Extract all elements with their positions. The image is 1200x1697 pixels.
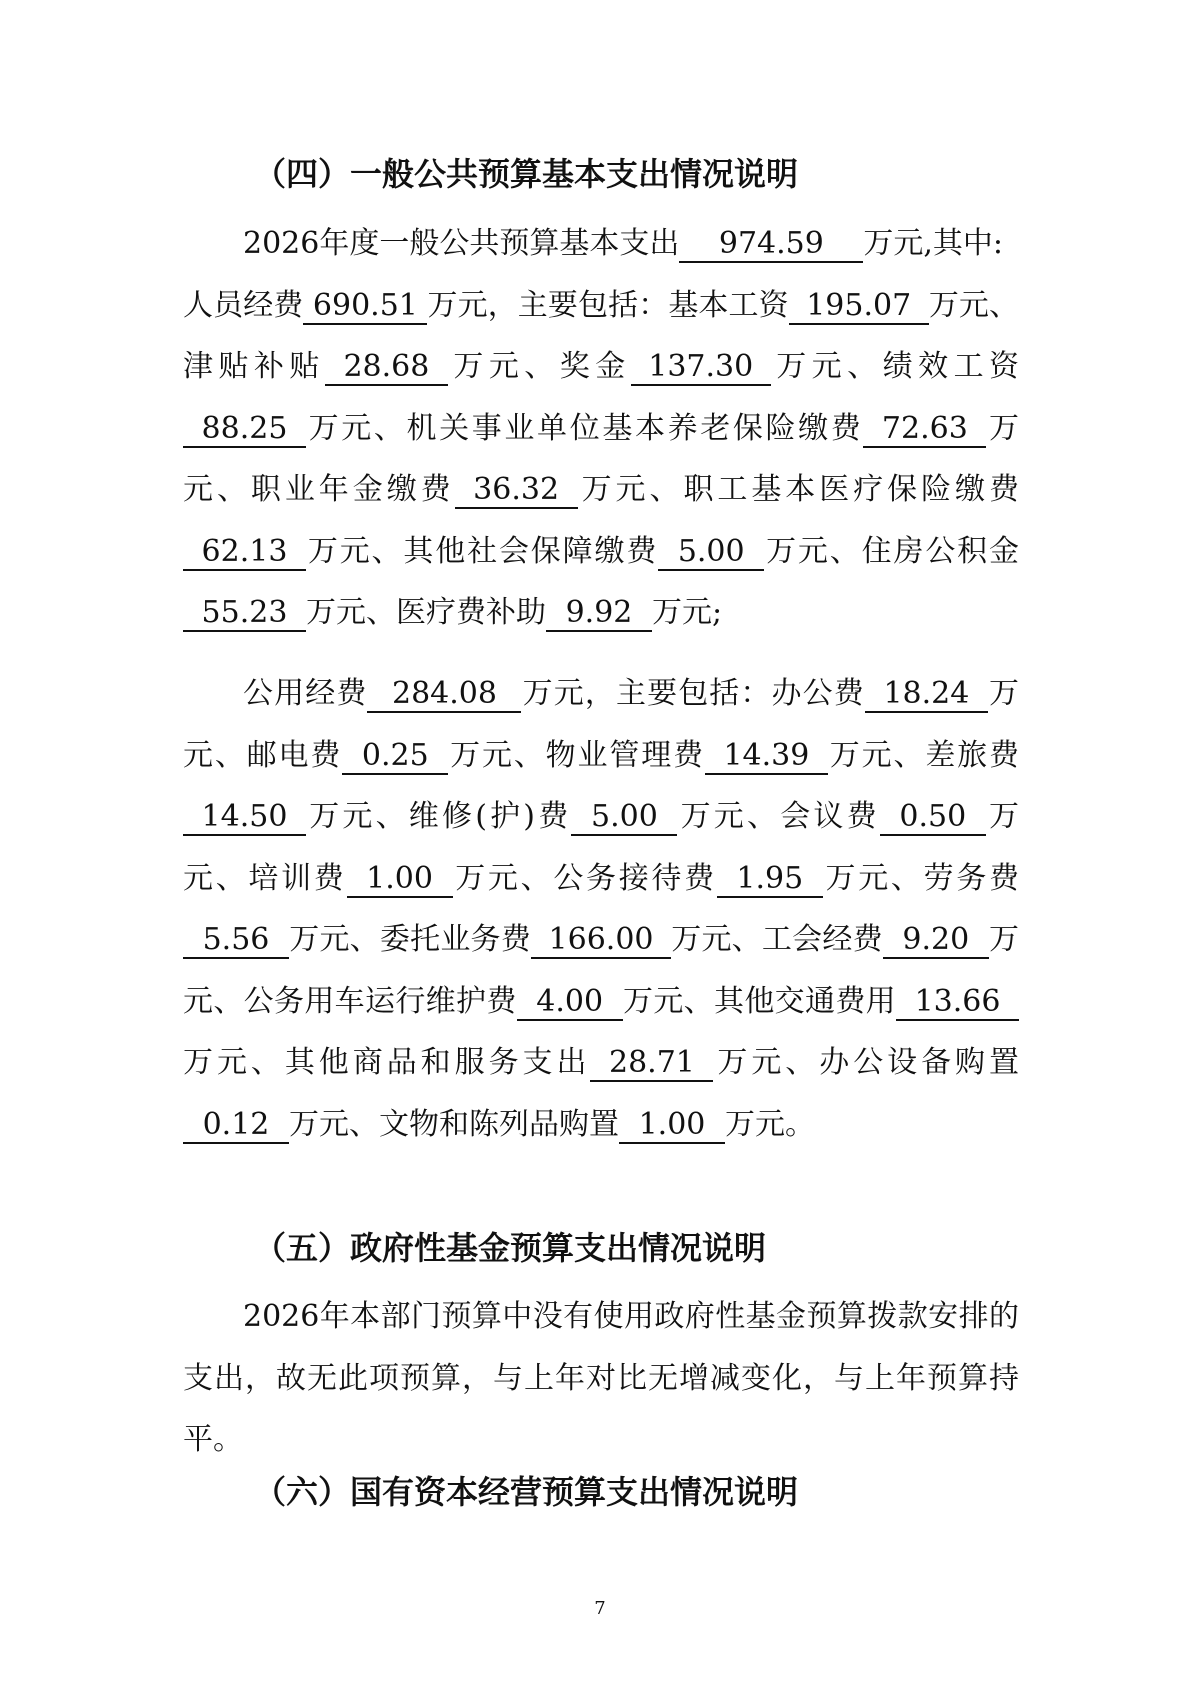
expense-item-value: 5.00 (571, 800, 677, 836)
expense-item-unit: 万元、 (671, 922, 762, 957)
expense-item-unit: 万元、 (183, 922, 1020, 1019)
expense-item-label: 会议费 (780, 799, 880, 834)
public-label: 公用经费 (243, 676, 368, 711)
expense-item-unit: 万元、 (928, 287, 1020, 323)
summary-total-value: 974.59 (679, 227, 863, 263)
expense-item-label: 文物和陈列品购置 (379, 1106, 619, 1142)
expense-item-value: 55.23 (183, 596, 306, 632)
expense-item-value: 4.00 (517, 985, 623, 1021)
expense-item-value: 0.12 (183, 1108, 289, 1144)
expense-item-label: 工会经费 (761, 922, 883, 957)
expense-item-label: 住房公积金 (861, 533, 1020, 569)
expense-item-label: 职工基本医疗保险缴费 (683, 472, 1020, 507)
expense-item-label: 办公费 (771, 676, 865, 711)
expense-item-unit: 万元、 (289, 1106, 379, 1142)
expense-item-label: 公务用车运行维护费 (243, 983, 517, 1019)
expense-item-value: 0.25 (342, 739, 448, 775)
expense-item-value: 14.50 (183, 800, 306, 836)
expense-item-value: 18.24 (865, 677, 988, 713)
expense-item-unit: 万元、 (447, 349, 560, 384)
expense-item-unit: 万元、 (306, 799, 409, 834)
expense-item-value: 1.95 (717, 862, 823, 898)
expense-item-unit: 万元、 (306, 410, 407, 446)
section-6-heading: （六）国有资本经营预算支出情况说明 (254, 1473, 799, 1511)
expense-item-unit: 万元、 (183, 676, 1020, 773)
expense-item-label: 办公设备购置 (819, 1045, 1020, 1080)
expense-item-label: 其他交通费用 (714, 983, 897, 1019)
expense-item-label: 劳务费 (923, 860, 1020, 896)
expense-item-label: 奖金 (559, 349, 631, 384)
expense-item-value: 5.00 (658, 535, 764, 571)
personnel-label: 人员经费 (183, 287, 304, 323)
expense-item-label: 邮电费 (246, 737, 343, 773)
section-4-heading: （四）一般公共预算基本支出情况说明 (254, 155, 799, 193)
expense-item-unit: 万元、 (183, 410, 1020, 507)
expense-item-unit: 万元、 (713, 1045, 820, 1080)
expense-item-unit: 万元。 (725, 1106, 815, 1142)
expense-item-label: 差旅费 (925, 737, 1020, 773)
expense-item-label: 津贴补贴 (183, 349, 325, 384)
expense-item-unit: 万元、 (448, 737, 546, 773)
section-5-paragraph: 2026年本部门预算中没有使用政府性基金预算拨款安排的支出，故无此项预算，与上年对比无增减变化，与上年预算持平。 (183, 1299, 1019, 1457)
section-4-paragraph (183, 213, 1019, 644)
section-5-heading: （五）政府性基金预算支出情况说明 (254, 1229, 767, 1267)
expense-item-unit: 万元、 (289, 922, 380, 957)
expense-item-label: 机关事业单位基本养老保险缴费 (406, 410, 864, 446)
expense-item-unit: 万元、 (827, 737, 926, 773)
expense-item-label: 医疗费补助 (396, 595, 546, 630)
summary-text: 2026年度一般公共预算基本支出 (243, 226, 680, 261)
expense-item-label: 公务接待费 (553, 860, 717, 896)
expense-item-value: 62.13 (183, 535, 306, 571)
expense-item-label: 绩效工资 (882, 349, 1020, 384)
expense-item-value: 36.32 (455, 473, 578, 509)
public-expense-paragraph (183, 663, 1019, 1155)
personnel-total-value: 690.51 (303, 289, 427, 325)
expense-item-unit: 万元、 (183, 799, 1020, 896)
expense-item-label: 物业管理费 (545, 737, 705, 773)
expense-item-unit: 万元、 (677, 799, 781, 834)
expense-item-label: 委托业务费 (379, 922, 532, 957)
summary-text-end: 万元,其中: (863, 226, 1004, 261)
expense-item-unit: 万元、 (306, 533, 404, 569)
expense-item-value: 1.00 (347, 862, 453, 898)
page-number: 7 (594, 1598, 606, 1619)
expense-item-label: 基本工资 (668, 287, 789, 323)
expense-item-value: 72.63 (863, 412, 986, 448)
expense-item-label: 维修(护)费 (408, 799, 572, 834)
expense-item-value: 9.92 (546, 596, 652, 632)
expense-item-label: 培训费 (248, 860, 347, 896)
expense-item-value: 9.20 (883, 923, 989, 959)
expense-item-value: 137.30 (631, 350, 771, 386)
expense-item-value: 195.07 (789, 289, 929, 325)
expense-item-label: 职业年金缴费 (250, 472, 455, 507)
expense-item-value: 1.00 (619, 1108, 725, 1144)
expense-item-unit: 万元、 (622, 983, 715, 1019)
public-intro: 万元，主要包括： (521, 676, 772, 711)
expense-item-unit: 万元、 (306, 595, 396, 630)
expense-item-label: 其他商品和服务支出 (284, 1045, 591, 1080)
public-items (183, 676, 1019, 1142)
expense-item-unit: 万元、 (577, 472, 684, 507)
personnel-items (183, 288, 1019, 631)
personnel-intro: 万元，主要包括： (427, 287, 669, 323)
expense-item-value: 5.56 (183, 923, 289, 959)
expense-item-unit: 万元; (652, 595, 723, 630)
expense-item-unit: 万元、 (764, 533, 862, 569)
expense-item-value: 166.00 (531, 923, 671, 959)
expense-item-unit: 万元、 (770, 349, 883, 384)
expense-item-unit: 万元、 (452, 860, 554, 896)
expense-item-label: 其他社会保障缴费 (403, 533, 659, 569)
expense-item-value: 14.39 (705, 739, 828, 775)
expense-item-value: 13.66 (896, 985, 1019, 1021)
expense-item-unit: 万元、 (183, 1045, 285, 1080)
expense-item-value: 0.50 (880, 800, 986, 836)
expense-item-value: 88.25 (183, 412, 306, 448)
public-total-value: 284.08 (367, 677, 521, 713)
expense-item-unit: 万元、 (822, 860, 924, 896)
expense-item-value: 28.68 (325, 350, 448, 386)
expense-item-value: 28.71 (590, 1046, 713, 1082)
